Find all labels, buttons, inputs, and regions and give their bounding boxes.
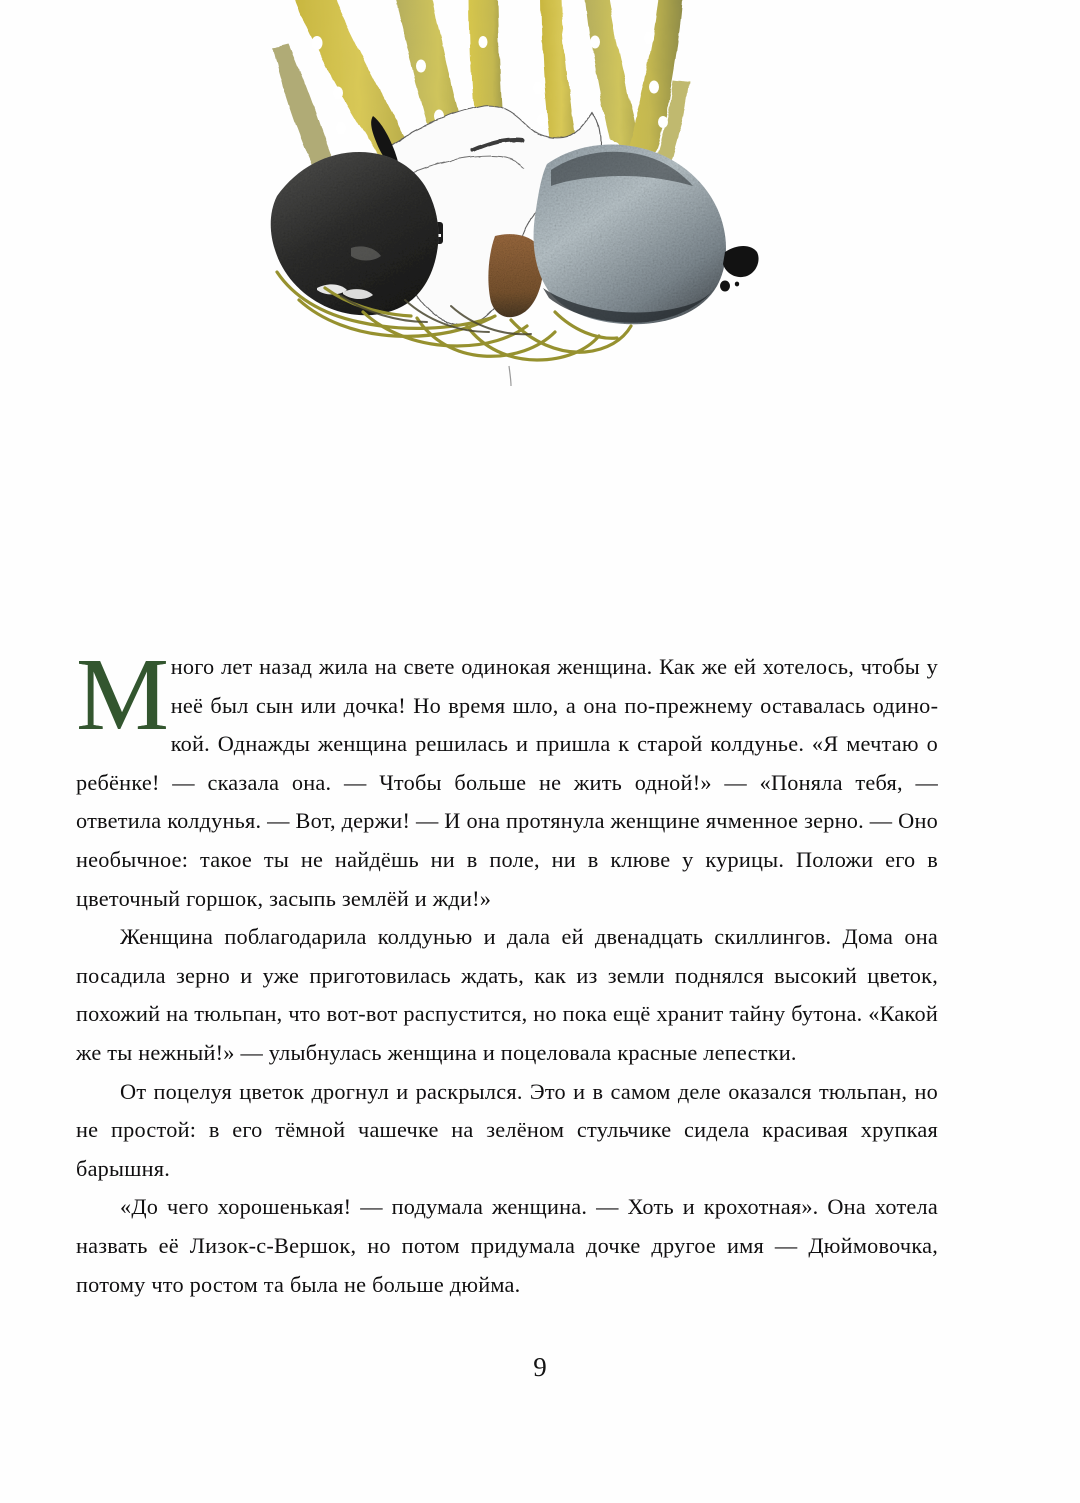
page-number: 9 [533, 1352, 547, 1382]
drop-cap-letter: М [76, 637, 169, 752]
ink-blobs [720, 246, 759, 292]
paragraph-1 [76, 637, 938, 918]
story-text-block [76, 637, 938, 1304]
paragraph-3: От поцелуя цветок дрогнул и раскрылся. Это и в самом деле оказался тюльпан, но не простой: в его тёмной чашечке на зелёном стульчике сидела красивая хрупкая барышня. [76, 1078, 938, 1181]
paragraph-1-text: ного лет назад жила на свете одинокая женщина. Как же ей хотелось, чтобы у неё был сын или дочка! Но время шло, а она по-прежнему оставалась одинокой. Однажды женщина решилась и пришла к старой колдунье. «Я мечтаю о ребёнке! — сказала она. — Чтобы больше не жить одной!» — «Поняла тебя, — ответила колдунья. — Вот, держи! — И она протянула женщине ячменное зерно. — Оно необычное: такое ты не найдёшь ни в поле, ни в клюве у курицы. Положи его в цветочный горшок, засыпь землёй и жди!» [76, 654, 938, 911]
watercolor-bulbs-and-stones-illustration [255, 0, 785, 400]
paragraph-4: «До чего хорошенькая! — подумала женщина. — Хоть и крохотная». Она хотела назвать её Лизок-с-Вершок, но потом придумала дочке другое имя — Дюймовочка, потому что ростом та была не больше дюйма. [76, 1194, 938, 1297]
paragraph-2: Женщина поблагодарила колдунью и дала ей двенадцать скиллингов. Дома она посадила зерно и уже приготовилась ждать, как из земли поднялся высокий цветок, похожий на тюльпан, что вот-вот распустится, но пока ещё хранит тайну бутона. «Какой же ты нежный!» — улыбнулась женщина и поцеловала красные лепестки. [76, 924, 938, 1065]
